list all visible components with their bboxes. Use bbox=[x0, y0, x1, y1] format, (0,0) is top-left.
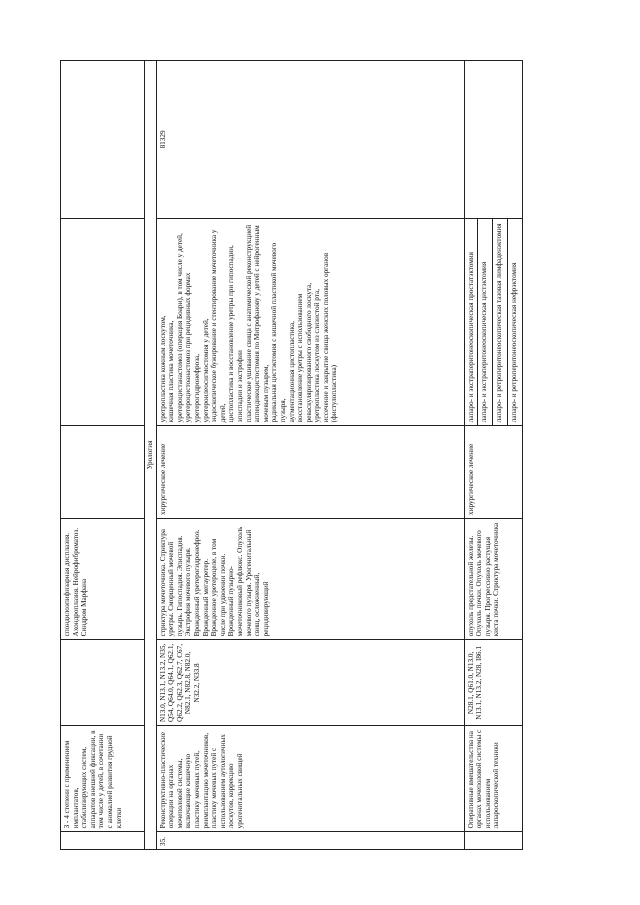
cell-treatment-kind: хирургическое лечение bbox=[464, 426, 523, 519]
cell-number: 35. bbox=[156, 832, 464, 850]
cell-icd-codes: N13.0, N13.1, N13.2, N35, Q54, Q64.0, Q64.1, Q62.1, Q62.2, Q62.3, Q62.7, C67, N82.1, N82.8, N82.0, N32.2, N33.8 bbox=[156, 640, 464, 726]
method-line: уретероцистоанастомоз при рецидивных формах уретерогидронефроза, bbox=[184, 272, 201, 423]
method-line: уретероилеосигмостомия у детей, bbox=[201, 318, 210, 423]
cell-diagnosis: опухоль предстательной железы. Опухоль почки. Опухоль мочевого пузыря. Прогрессивно растущая киста почки. Стриктура мочеточника bbox=[464, 519, 523, 640]
cell-treatment-kind: хирургическое лечение bbox=[156, 426, 464, 519]
cell-procedure-name: Оперативные вмешательства на органах мочеполовой системы с использованием лапароскопической техники bbox=[464, 726, 523, 832]
method-line: кишечная пластика мочеточника, bbox=[167, 320, 176, 423]
method-line: радикальная цистэктомия с кишечной пластикой мочевого пузыря, bbox=[270, 242, 287, 423]
cell-method: лапаро- и экстраперитонеоскопическая простатэктомия bbox=[464, 218, 478, 425]
cell-method: лапаро- и ретроперитонеоскопическая нефрэктомия bbox=[508, 218, 523, 425]
method-line: аппендикоцистостомия по Митрофанову у детей с нейрогенным мочевым пузырем, bbox=[253, 225, 270, 423]
method-line: пластическое ушивание свища с анатомической реконструкцией bbox=[244, 224, 253, 423]
cell-methods bbox=[156, 218, 464, 425]
cell-method: лапаро- и экстраперитонеоскопическая цистэктомия bbox=[478, 218, 493, 425]
cell-treatment-kind bbox=[61, 426, 145, 519]
method-line: иссечение и закрытие свища женских половых органов (фистулопластика) bbox=[321, 252, 339, 423]
cell-methods bbox=[61, 218, 145, 425]
cell-icd-codes bbox=[61, 640, 145, 726]
method-line: восстановление уретры с использованием реваскуляризированного свободного лоскута, bbox=[296, 282, 313, 423]
method-line: аугментационная цистопластика, bbox=[287, 321, 296, 423]
cell-number bbox=[61, 832, 145, 850]
cell-price bbox=[464, 61, 523, 219]
table-row-35 bbox=[156, 61, 464, 850]
method-line: уретропластика кожным лоскутом, bbox=[158, 315, 167, 423]
table-row-continued bbox=[61, 61, 145, 850]
cell-procedure-name: 3 - 4 степени с применением имплантатов, стабилизирующих систем, аппаратов внешней фиксации, в том числе у детей, в сочетании с аномалией развития грудной клетки bbox=[61, 726, 145, 832]
cell-procedure-name: Реконструктивно-пластические операции на органах мочеполовой системы, включающие кишечную пластику мочевых путей, реимплантацию мочеточников, пластику мочевых путей с использованием аутологичных лоскутов, коррекцию урогенитальных свищей bbox=[156, 726, 464, 832]
procedures-table bbox=[60, 60, 523, 850]
cell-method: лапаро- и ретроперитонеоскопическая тазовая лимфаденэктомия bbox=[493, 218, 508, 425]
cell-icd-codes: N28.1, Q61.0, N13.0, N13.1, N13.2, N28, I86.1 bbox=[464, 640, 523, 726]
section-title: Урология bbox=[145, 61, 157, 850]
method-line: цистопластика и восстановление уретры при гипоспадии, эписпадии и экстрофии bbox=[227, 245, 244, 423]
cell-price: 81329 bbox=[156, 61, 464, 219]
section-header-row bbox=[145, 61, 157, 850]
rotated-table-wrapper bbox=[60, 60, 610, 850]
table-row-36 bbox=[464, 61, 478, 850]
cell-diagnosis: спондилоэпифизарная дисплазия. Ахондроплазия. Нейрофиброматоз. Синдром Марфана bbox=[61, 519, 145, 640]
method-line: эндоскопическое бужирование и стентирование мочеточника у детей, bbox=[210, 229, 227, 423]
cell-number bbox=[464, 832, 523, 850]
cell-price bbox=[61, 61, 145, 219]
cell-diagnosis: стриктура мочеточника. Стриктура уретры. Сморщенный мочевой пузырь. Гипоспадия. Эписпадия. Экстрофия мочевого пузыря. Врожденный уретерогидронефроз. Врожденный мегауретер. Врожденное уретероцеле, в том числе при удвоении почки. Врожденный пузырно-мочеточниковый рефлюкс. Опухоль мочевого пузыря. Урогенитальный свищ, осложненный, рецидивирующий bbox=[156, 519, 464, 640]
method-line: уретероцистанастомоз (операция Боари), в том числе у детей, bbox=[175, 233, 184, 423]
method-line: уретропластика лоскутом из слизистой рта, bbox=[313, 288, 322, 423]
